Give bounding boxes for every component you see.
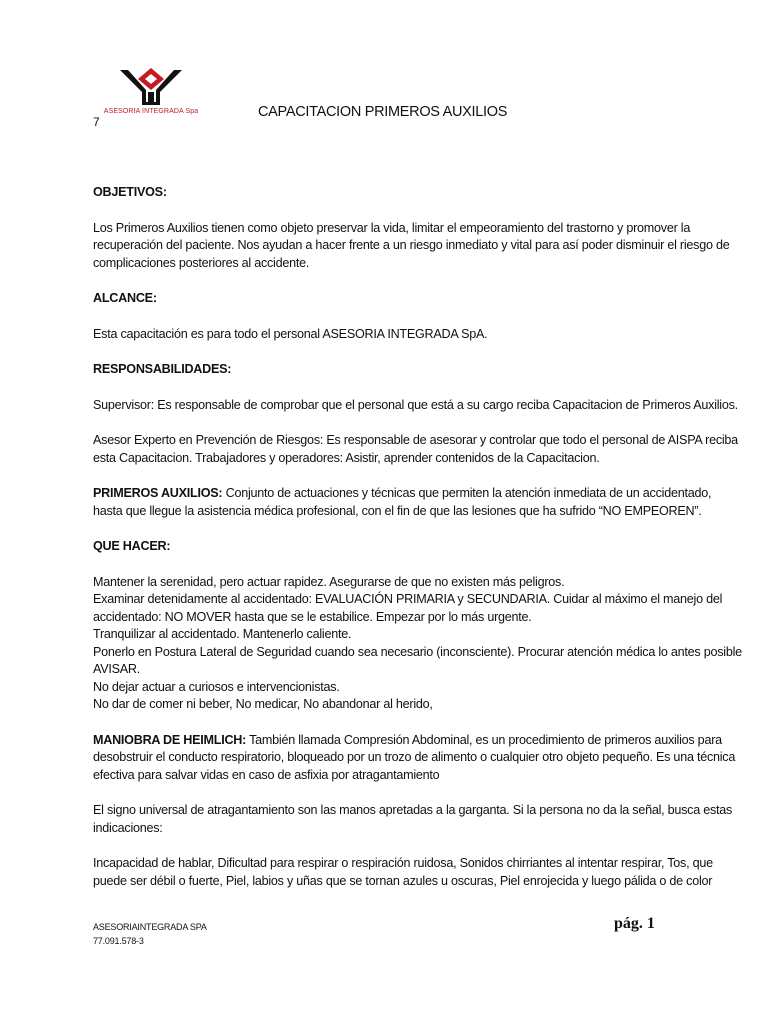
primeros-auxilios-paragraph bbox=[93, 485, 743, 520]
heimlich-text: También llamada Compresión Abdominal, es un procedimiento de primeros auxilios para desobstruir el conducto respiratorio, bloqueado por un trozo de alimento o cualquier otro objeto pequeño. Es una técnica efectiva para salvar vidas en caso de asfixia por atragantamiento bbox=[93, 732, 736, 782]
que-hacer-line-2: Examinar detenidamente al accidentado: EVALUACIÓN PRIMARIA y SECUNDARIA. Cuidar al máximo el manejo del accidentado: NO MOVER hasta que se le estabilice. Empezar por lo más urgente. bbox=[93, 592, 723, 624]
heimlich-paragraph bbox=[93, 732, 743, 785]
footer-page-number: pág. 1 bbox=[614, 915, 655, 932]
que-hacer-line-6: No dar de comer ni beber, No medicar, No abandonar al herido, bbox=[93, 697, 433, 711]
responsabilidades-text-1: Supervisor: Es responsable de comprobar que el personal que está a su cargo reciba Capacitacion de Primeros Auxilios. bbox=[93, 397, 738, 412]
footer-rut: 77.091.578-3 bbox=[93, 936, 144, 946]
primeros-auxilios-text: Conjunto de actuaciones y técnicas que permiten la atención inmediata de un accidentado, hasta que llegue la asistencia médica profesional, con el fin de que las lesiones que ha sufrido “NO EMPEOREN”. bbox=[93, 486, 712, 518]
responsabilidades-heading: RESPONSABILIDADES: bbox=[93, 362, 232, 376]
que-hacer-line-4: Ponerlo en Postura Lateral de Seguridad cuando sea necesario (inconsciente). Procurar atención médica lo antes posible AVISAR. bbox=[93, 644, 742, 676]
document-body bbox=[93, 184, 743, 890]
asesoria-integrada-logo-icon bbox=[92, 66, 210, 110]
footer-company: ASESORIAINTEGRADA SPA bbox=[93, 922, 207, 932]
company-logo bbox=[92, 66, 210, 120]
que-hacer-line-3: Tranquilizar al accidentado. Mantenerlo caliente. bbox=[93, 627, 352, 641]
page-title: CAPACITACION PRIMEROS AUXILIOS bbox=[258, 104, 508, 120]
alcance-heading: ALCANCE: bbox=[93, 291, 157, 305]
logo-text: ASESORIA INTEGRADA Spa bbox=[103, 108, 199, 115]
alcance-text: Esta capacitación es para todo el personal ASESORIA INTEGRADA SpA. bbox=[93, 326, 488, 341]
que-hacer-line-5: No dejar actuar a curiosos e intervencionistas. bbox=[93, 679, 340, 694]
primeros-auxilios-heading: PRIMEROS AUXILIOS: bbox=[93, 486, 223, 500]
que-hacer-line-1: Mantener la serenidad, pero actuar rapidez. Asegurarse de que no existen más peligros. bbox=[93, 574, 565, 589]
que-hacer-heading: QUE HACER: bbox=[93, 539, 171, 553]
objetivos-heading: OBJETIVOS: bbox=[93, 185, 167, 199]
responsabilidades-text-2: Asesor Experto en Prevención de Riesgos: Es responsable de asesorar y controlar que todo el personal de AISPA reciba esta Capacitacion. Trabajadores y operadores: Asistir, aprender contenidos de la Capacitacion. bbox=[93, 433, 738, 465]
page-marker: 7 bbox=[93, 115, 100, 129]
heimlich-heading: MANIOBRA DE HEIMLICH: bbox=[93, 732, 247, 747]
signo-text: El signo universal de atragantamiento son las manos apretadas a la garganta. Si la persona no da la señal, busca estas indicaciones: bbox=[93, 803, 733, 835]
objetivos-text: Los Primeros Auxilios tienen como objeto preservar la vida, limitar el empeoramiento del trastorno y promover la recuperación del paciente. Nos ayudan a hacer frente a un riesgo inmediato y vital para así poder disminuir el riesgo de complicaciones posteriores al accidente. bbox=[93, 220, 730, 270]
incapacidad-text: Incapacidad de hablar, Dificultad para respirar o respiración ruidosa, Sonidos chirriantes al intentar respirar, Tos, que puede ser débil o fuerte, Piel, labios y uñas que se tornan azules u oscuras, Piel enrojecida y luego pálida o de color bbox=[93, 856, 713, 888]
